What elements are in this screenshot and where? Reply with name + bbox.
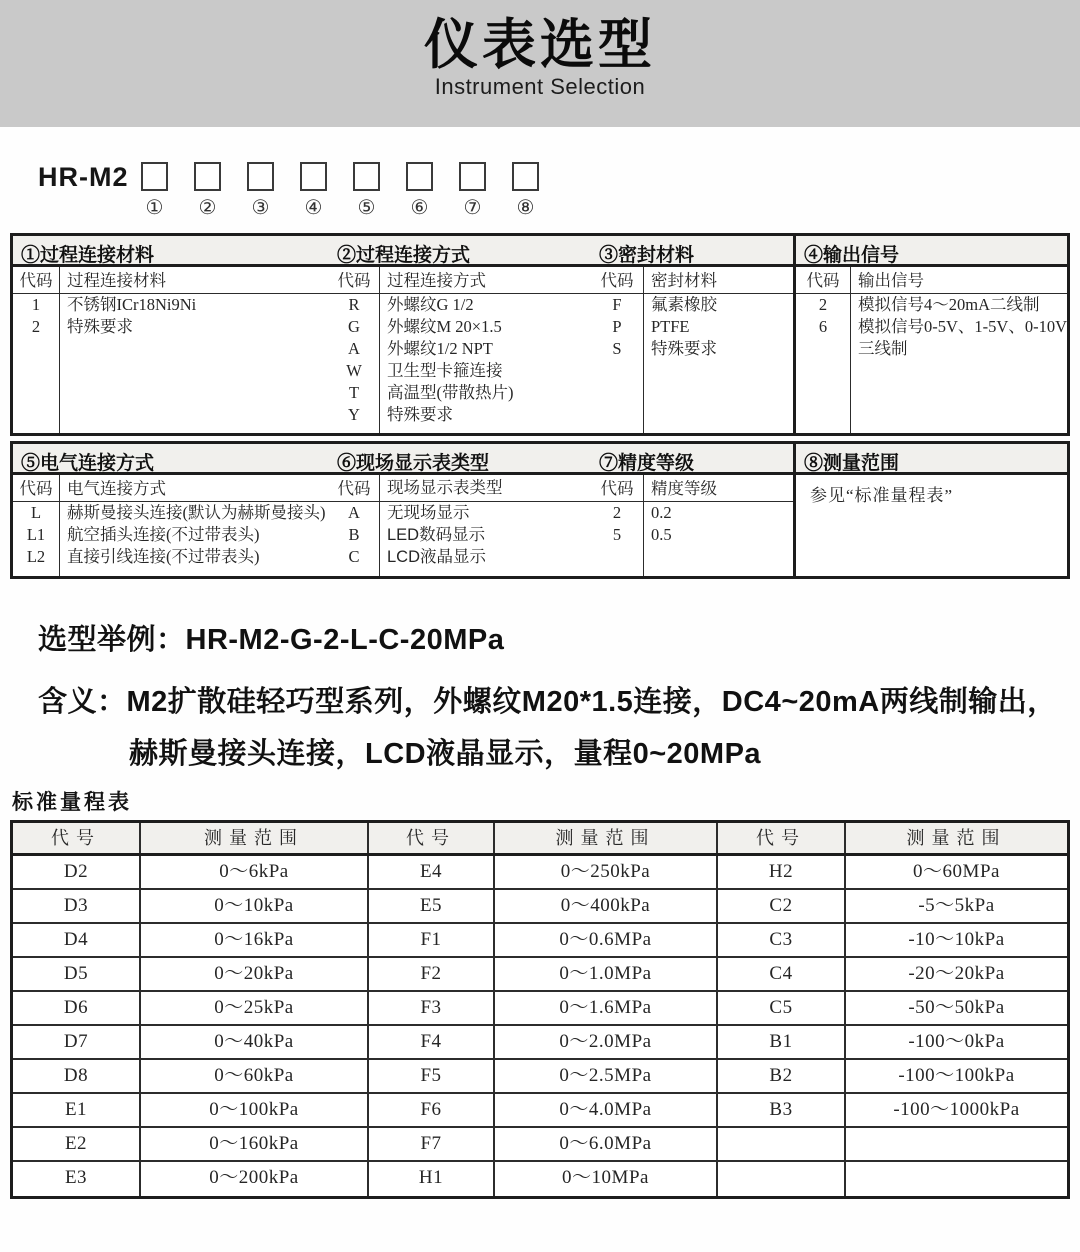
range-cell: -10～10kPa: [908, 929, 1005, 950]
code-cell: S: [612, 339, 622, 358]
section-electrical-connection: [13, 475, 329, 576]
code-cell: D3: [13, 890, 141, 922]
code-cell: C3: [718, 924, 846, 956]
desc-cell: 直接引线连接(不过带表头): [67, 547, 260, 566]
desc-header: 电气连接方式: [60, 475, 329, 502]
code-column: [329, 267, 380, 433]
code-box-7: [459, 162, 486, 191]
code-cell: G: [348, 317, 360, 336]
code-header: 代码: [13, 267, 59, 294]
desc-cell: 无现场显示: [387, 504, 470, 522]
code-cell: [796, 338, 850, 360]
code-cell: [718, 1128, 846, 1160]
desc-cell: 特殊要求: [387, 405, 453, 424]
code-cell: F6: [369, 1094, 495, 1126]
range-cell: 0～4.0MPa: [495, 1094, 718, 1126]
table-row: [13, 1128, 1067, 1162]
code-cell: D6: [13, 992, 141, 1024]
code-cell: B2: [718, 1060, 846, 1092]
desc-cell: 三线制: [858, 339, 908, 358]
section-title-output-signal: ④输出信号: [793, 236, 1067, 264]
code-cell: 5: [612, 525, 622, 544]
code-slot-3: [247, 162, 275, 219]
desc-cell: 航空插头连接(不过带表头): [67, 525, 260, 544]
code-cell: A: [348, 503, 360, 522]
code-header: 代码: [329, 267, 379, 294]
code-column: [13, 475, 60, 576]
desc-cell: 模拟信号0-5V、1-5V、0-10V: [858, 317, 1067, 336]
desc-cell: LED数码显示: [387, 526, 486, 544]
code-column: [591, 475, 644, 576]
range-cell: 0～160kPa: [141, 1128, 369, 1160]
code-cell: L1: [26, 525, 46, 544]
page-title: 仪表选型: [424, 15, 656, 75]
slot-number-2: ②: [198, 197, 217, 219]
range-cell: [846, 1128, 1067, 1160]
desc-header: 输出信号: [851, 267, 1067, 294]
desc-cell: 赫斯曼接头连接(默认为赫斯曼接头): [67, 503, 326, 522]
section-process-connection: [329, 267, 591, 433]
desc-column: [380, 475, 591, 576]
code-cell: D4: [13, 924, 141, 956]
code-column: [591, 267, 644, 433]
range-cell: 0～10kPa: [141, 890, 369, 922]
selection-example-line: 选型举例：HR-M2-G-2-L-C-20MPa: [38, 624, 505, 656]
slot-number-3: ③: [251, 197, 270, 219]
code-box-6: [406, 162, 433, 191]
code-cell: C2: [718, 890, 846, 922]
table-row: [13, 924, 1067, 958]
section-title-electrical-connection: ⑤电气连接方式: [21, 453, 155, 472]
range-cell: [846, 1162, 1067, 1196]
range-cell: -100～1000kPa: [893, 1099, 1020, 1120]
table-row: [13, 992, 1067, 1026]
selection-table-2: [10, 441, 1070, 579]
desc-column: [60, 267, 329, 433]
desc-header: 过程连接材料: [60, 267, 329, 294]
desc-header: 过程连接方式: [380, 267, 591, 294]
header-range: 测量范围: [141, 823, 369, 853]
code-cell: [718, 1162, 846, 1196]
desc-column: [60, 475, 329, 576]
section-title-accuracy-class: ⑦精度等级: [599, 453, 695, 472]
selection-table-1-titles: [13, 236, 1067, 267]
code-cell: C5: [718, 992, 846, 1024]
code-slot-4: [300, 162, 328, 219]
code-cell: 2: [612, 503, 622, 522]
range-cell: 0～6.0MPa: [495, 1128, 718, 1160]
table-row: [13, 1162, 1067, 1196]
selection-table-1-body: [13, 267, 1067, 433]
desc-cell: 外螺纹1/2 NPT: [387, 339, 493, 358]
desc-cell: 模拟信号4～20mA二线制: [858, 295, 1040, 314]
code-cell: D8: [13, 1060, 141, 1092]
range-cell: 0～2.0MPa: [495, 1026, 718, 1058]
section-accuracy-class: [591, 475, 793, 576]
range-cell: 0～1.6MPa: [495, 992, 718, 1024]
code-header: 代码: [329, 475, 379, 502]
header-range: 测量范围: [495, 823, 718, 853]
code-slot-1: [141, 162, 169, 219]
range-cell: 0～200kPa: [141, 1162, 369, 1196]
section-seal-material: [591, 267, 793, 433]
code-cell: L: [30, 503, 42, 522]
section-title-seal-material: ③密封材料: [599, 245, 695, 264]
example-meaning-line-2: 赫斯曼接头连接，LCD液晶显示，量程0~20MPa: [129, 738, 762, 770]
desc-column: [644, 475, 793, 576]
range-cell: 0～250kPa: [495, 856, 718, 888]
selection-table-2-body: [13, 475, 1067, 576]
code-cell: H1: [369, 1162, 495, 1196]
code-box-3: [247, 162, 274, 191]
code-cell: F5: [369, 1060, 495, 1092]
model-code-diagram: [38, 162, 565, 219]
desc-cell: 0.2: [651, 503, 672, 522]
range-cell: 0～400kPa: [495, 890, 718, 922]
slot-number-5: ⑤: [357, 197, 376, 219]
page-subtitle: Instrument Selection: [434, 74, 646, 99]
range-cell: 0～100kPa: [141, 1094, 369, 1126]
selection-table-2-titles: [13, 444, 1067, 475]
range-cell: 0～60MPa: [913, 861, 1000, 882]
code-cell: D2: [13, 856, 141, 888]
slot-number-4: ④: [304, 197, 323, 219]
code-cell: D7: [13, 1026, 141, 1058]
code-slot-5: [353, 162, 381, 219]
code-cell: C: [348, 547, 360, 566]
range-cell: 0～10MPa: [495, 1162, 718, 1196]
range-cell: 0～0.6MPa: [495, 924, 718, 956]
code-slot-6: [406, 162, 434, 219]
code-cell: A: [348, 339, 360, 358]
range-cell: -100～100kPa: [898, 1065, 1015, 1086]
range-cell: 0～25kPa: [141, 992, 369, 1024]
code-cell: E3: [13, 1162, 141, 1196]
code-cell: P: [612, 317, 622, 336]
code-cell: F: [612, 295, 622, 314]
code-cell: 2: [818, 295, 828, 314]
section-title-process-material: ①过程连接材料: [21, 245, 155, 264]
range-cell: 0～20kPa: [141, 958, 369, 990]
slot-number-7: ⑦: [463, 197, 482, 219]
section-title-measuring-range: ⑧测量范围: [793, 444, 1067, 472]
code-column: [329, 475, 380, 576]
range-table-header: [13, 823, 1067, 856]
code-column: [796, 267, 851, 433]
header-code: 代号: [718, 823, 846, 853]
desc-cell: 特殊要求: [67, 317, 133, 336]
section-display-type: [329, 475, 591, 576]
range-cell: 0～60kPa: [141, 1060, 369, 1092]
code-slot-2: [194, 162, 222, 219]
range-cell: 0～1.0MPa: [495, 958, 718, 990]
desc-header: 精度等级: [644, 475, 793, 502]
code-cell: D5: [13, 958, 141, 990]
code-box-4: [300, 162, 327, 191]
code-cell: H2: [718, 856, 846, 888]
desc-header: 现场显示表类型: [380, 475, 591, 502]
desc-cell: 外螺纹G 1/2: [387, 295, 474, 314]
code-cell: F2: [369, 958, 495, 990]
code-box-5: [353, 162, 380, 191]
table-row: [13, 1026, 1067, 1060]
range-cell: -20～20kPa: [908, 963, 1005, 984]
code-cell: Y: [348, 405, 360, 424]
desc-cell: PTFE: [651, 317, 690, 336]
code-cell: E1: [13, 1094, 141, 1126]
code-header: 代码: [13, 475, 59, 502]
selection-table-1: [10, 233, 1070, 436]
range-cell: 0～16kPa: [141, 924, 369, 956]
title-banner: [0, 0, 1080, 127]
code-cell: W: [346, 361, 362, 380]
range-cell: 0～2.5MPa: [495, 1060, 718, 1092]
code-header: 代码: [796, 267, 850, 294]
table-row: [13, 1094, 1067, 1128]
code-cell: F4: [369, 1026, 495, 1058]
code-cell: 1: [31, 295, 41, 314]
code-cell: 6: [818, 317, 828, 336]
code-header: 代码: [591, 475, 643, 502]
desc-header: 密封材料: [644, 267, 793, 294]
section-measuring-range: [793, 475, 1067, 576]
section-title-display-type: ⑥现场显示表类型: [337, 453, 490, 472]
slot-number-6: ⑥: [410, 197, 429, 219]
header-code: 代号: [369, 823, 495, 853]
code-cell: E2: [13, 1128, 141, 1160]
desc-cell: 高温型(带散热片): [387, 383, 514, 402]
range-cell: 0～6kPa: [141, 856, 369, 888]
slot-number-1: ①: [145, 197, 164, 219]
desc-cell: 外螺纹M 20×1.5: [387, 317, 502, 336]
desc-cell: 0.5: [651, 525, 672, 544]
code-box-8: [512, 162, 539, 191]
code-cell: E5: [369, 890, 495, 922]
desc-cell: 卫生型卡箍连接: [387, 361, 503, 380]
code-cell: E4: [369, 856, 495, 888]
desc-cell: 特殊要求: [651, 339, 717, 358]
desc-column: [380, 267, 591, 433]
code-cell: F7: [369, 1128, 495, 1160]
table-row: [13, 1060, 1067, 1094]
code-cell: B: [348, 525, 360, 544]
code-cell: C4: [718, 958, 846, 990]
desc-column: [851, 267, 1067, 433]
code-cell: F1: [369, 924, 495, 956]
desc-column: [644, 267, 793, 433]
code-cell: B1: [718, 1026, 846, 1058]
code-cell: 2: [31, 317, 41, 336]
table-row: [13, 958, 1067, 992]
code-cell: L2: [26, 547, 46, 566]
code-cell: R: [348, 295, 360, 314]
range-cell: -50～50kPa: [908, 997, 1005, 1018]
example-meaning-line-1: 含义：M2扩散硅轻巧型系列，外螺纹M20*1.5连接，DC4~20mA两线制输出，: [38, 686, 1057, 718]
code-cell: B3: [718, 1094, 846, 1126]
range-table-label: 标准量程表: [12, 791, 132, 814]
slot-number-8: ⑧: [516, 197, 535, 219]
code-column: [13, 267, 60, 433]
section-title-process-connection: ②过程连接方式: [337, 245, 471, 264]
header-range: 测量范围: [906, 828, 1007, 848]
header-code: 代号: [13, 823, 141, 853]
code-cell: T: [348, 383, 360, 402]
section-process-material: [13, 267, 329, 433]
code-slot-7: [459, 162, 487, 219]
table-row: [13, 890, 1067, 924]
code-cell: F3: [369, 992, 495, 1024]
range-cell: 0～40kPa: [141, 1026, 369, 1058]
code-box-2: [194, 162, 221, 191]
code-slot-8: [512, 162, 540, 219]
measuring-range-note: 参见“标准量程表”: [810, 486, 954, 505]
table-row: [13, 856, 1067, 890]
section-output-signal: [793, 267, 1067, 433]
range-cell: -5～5kPa: [918, 895, 995, 916]
desc-cell: LCD液晶显示: [387, 548, 487, 566]
range-cell: -100～0kPa: [908, 1031, 1005, 1052]
model-prefix: HR-M2: [38, 162, 129, 192]
desc-cell: 不锈钢ICr18Ni9Ni: [67, 295, 197, 314]
standard-range-table: [10, 820, 1070, 1199]
code-header: 代码: [591, 267, 643, 294]
code-box-1: [141, 162, 168, 191]
desc-cell: 氟素橡胶: [651, 295, 717, 314]
